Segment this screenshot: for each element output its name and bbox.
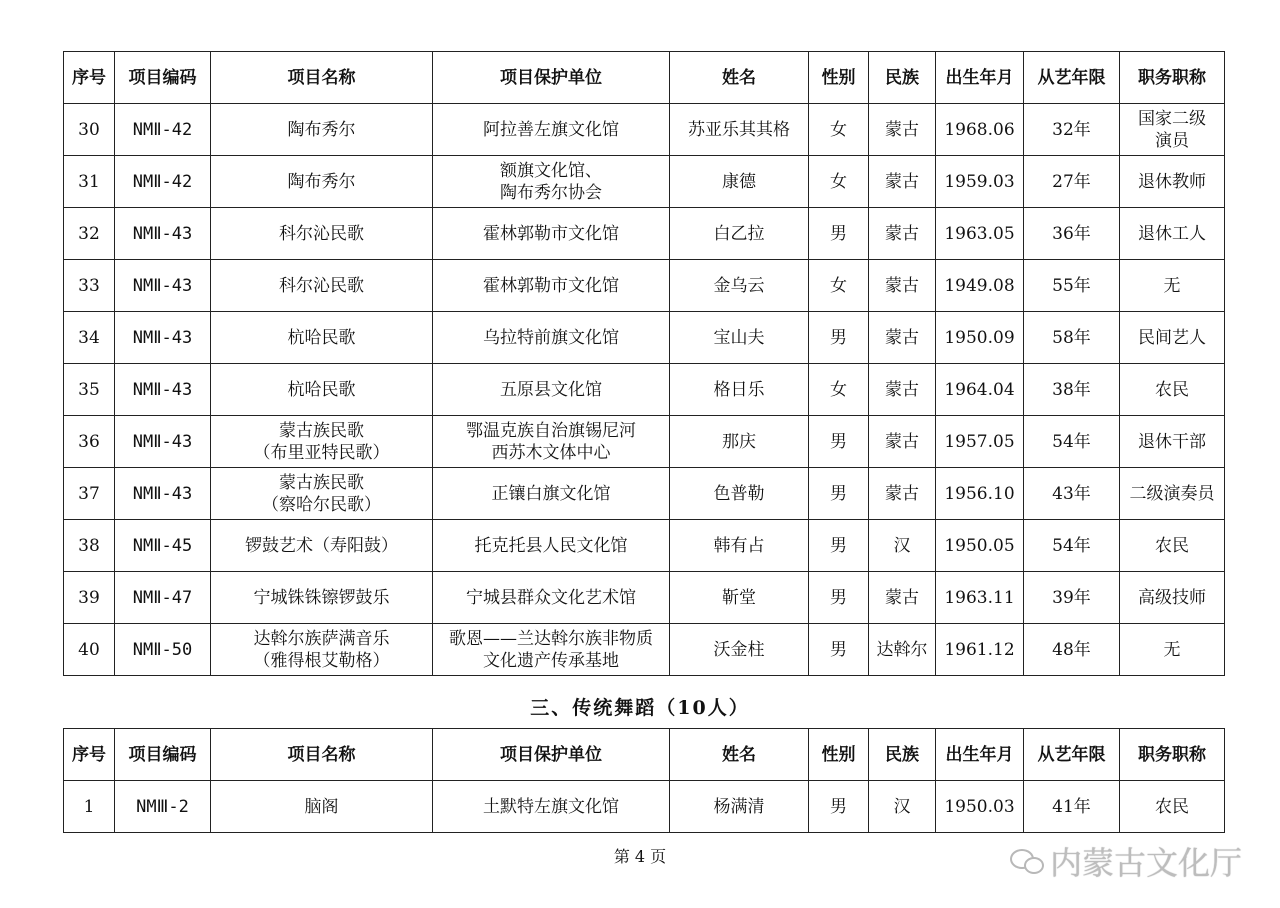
col-sex: 男 <box>809 468 869 520</box>
col-title <box>1120 208 1225 260</box>
col-title <box>1120 104 1225 156</box>
col-no: 39 <box>64 572 115 624</box>
col-years: 54年 <box>1024 416 1120 468</box>
col-name: 苏亚乐其其格 <box>670 104 809 156</box>
col-title <box>1120 364 1225 416</box>
col-project-line: 科尔沁民歌 <box>279 275 364 296</box>
col-years: 39年 <box>1024 572 1120 624</box>
col-title-line: 退休干部 <box>1138 431 1206 452</box>
col-unit <box>433 312 670 364</box>
col-title-line: 农民 <box>1155 535 1189 556</box>
col-birth: 1950.03 <box>936 781 1024 833</box>
col-name: 色普勒 <box>670 468 809 520</box>
col-no: 38 <box>64 520 115 572</box>
col-code: NMⅡ-43 <box>115 312 211 364</box>
col-birth: 1950.05 <box>936 520 1024 572</box>
inheritor-table-dance <box>63 728 1225 833</box>
col-title <box>1120 520 1225 572</box>
col-unit <box>433 781 670 833</box>
col-years: 32年 <box>1024 104 1120 156</box>
col-title-line: 演员 <box>1155 130 1189 151</box>
col-unit-line: 文化遗产传承基地 <box>483 650 619 671</box>
col-ethnicity: 汉 <box>869 520 936 572</box>
col-birth: 1950.09 <box>936 312 1024 364</box>
col-title-line: 农民 <box>1155 796 1189 817</box>
col-project <box>211 208 433 260</box>
col-name: 沃金柱 <box>670 624 809 676</box>
col-name: 康德 <box>670 156 809 208</box>
header-col-name: 姓名 <box>670 52 809 104</box>
col-birth: 1963.05 <box>936 208 1024 260</box>
col-project-line: （察哈尔民歌） <box>262 494 381 515</box>
col-no: 31 <box>64 156 115 208</box>
col-unit-line: 阿拉善左旗文化馆 <box>483 119 619 140</box>
col-code: NMⅡ-43 <box>115 260 211 312</box>
col-name: 金乌云 <box>670 260 809 312</box>
col-unit <box>433 520 670 572</box>
col-birth: 1964.04 <box>936 364 1024 416</box>
table-row <box>64 208 1225 260</box>
col-unit-line: 陶布秀尔协会 <box>500 182 602 203</box>
col-name: 格日乐 <box>670 364 809 416</box>
header-col-ethnicity: 民族 <box>869 729 936 781</box>
col-title <box>1120 624 1225 676</box>
col-ethnicity: 蒙古 <box>869 260 936 312</box>
col-title <box>1120 260 1225 312</box>
col-project <box>211 364 433 416</box>
inheritor-table-music <box>63 51 1225 676</box>
header-col-sex: 性别 <box>809 52 869 104</box>
col-code: NMⅡ-43 <box>115 208 211 260</box>
col-sex: 男 <box>809 624 869 676</box>
col-name: 靳堂 <box>670 572 809 624</box>
col-project-line: 蒙古族民歌 <box>279 420 364 441</box>
col-project <box>211 572 433 624</box>
col-sex: 男 <box>809 312 869 364</box>
section-title: 三、传统舞蹈（10人） <box>530 697 750 719</box>
col-no: 37 <box>64 468 115 520</box>
col-birth: 1949.08 <box>936 260 1024 312</box>
table-header-row <box>64 52 1225 104</box>
header-col-name: 姓名 <box>670 729 809 781</box>
header-col-no: 序号 <box>64 729 115 781</box>
col-project-line: 杭哈民歌 <box>287 379 356 400</box>
col-code: NMⅡ-45 <box>115 520 211 572</box>
col-unit <box>433 364 670 416</box>
col-ethnicity: 汉 <box>869 781 936 833</box>
col-sex: 男 <box>809 416 869 468</box>
col-no: 1 <box>64 781 115 833</box>
col-unit <box>433 624 670 676</box>
col-code: NMⅡ-43 <box>115 416 211 468</box>
col-years: 48年 <box>1024 624 1120 676</box>
header-col-code: 项目编码 <box>115 729 211 781</box>
col-ethnicity: 达斡尔 <box>869 624 936 676</box>
col-project-line: 陶布秀尔 <box>287 171 356 192</box>
col-unit-line: 土默特左旗文化馆 <box>483 796 619 817</box>
col-unit <box>433 416 670 468</box>
table-row <box>64 260 1225 312</box>
col-birth: 1968.06 <box>936 104 1024 156</box>
col-title-line: 无 <box>1163 275 1181 296</box>
col-code: NMⅡ-43 <box>115 468 211 520</box>
col-sex: 女 <box>809 104 869 156</box>
col-birth: 1957.05 <box>936 416 1024 468</box>
col-project <box>211 520 433 572</box>
col-unit <box>433 156 670 208</box>
col-unit <box>433 104 670 156</box>
col-ethnicity: 蒙古 <box>869 468 936 520</box>
col-unit-line: 霍林郭勒市文化馆 <box>483 223 619 244</box>
col-no: 33 <box>64 260 115 312</box>
header-col-unit: 项目保护单位 <box>433 52 670 104</box>
table-row <box>64 624 1225 676</box>
col-title <box>1120 312 1225 364</box>
col-project <box>211 781 433 833</box>
table-row <box>64 156 1225 208</box>
table-row <box>64 468 1225 520</box>
col-birth: 1963.11 <box>936 572 1024 624</box>
col-name: 白乙拉 <box>670 208 809 260</box>
col-code: NMⅡ-43 <box>115 364 211 416</box>
table-row <box>64 416 1225 468</box>
watermark <box>1010 838 1242 884</box>
col-project <box>211 468 433 520</box>
col-project <box>211 416 433 468</box>
col-unit-line: 西苏木文体中心 <box>491 442 611 463</box>
col-no: 35 <box>64 364 115 416</box>
col-name: 宝山夫 <box>670 312 809 364</box>
col-years: 27年 <box>1024 156 1120 208</box>
col-birth: 1959.03 <box>936 156 1024 208</box>
col-no: 36 <box>64 416 115 468</box>
col-no: 40 <box>64 624 115 676</box>
col-sex: 女 <box>809 156 869 208</box>
col-sex: 女 <box>809 364 869 416</box>
col-title-line: 退休工人 <box>1138 223 1206 244</box>
header-col-code: 项目编码 <box>115 52 211 104</box>
col-sex: 男 <box>809 781 869 833</box>
col-project <box>211 260 433 312</box>
table-header-row <box>64 729 1225 781</box>
table-row <box>64 520 1225 572</box>
col-sex: 男 <box>809 520 869 572</box>
header-col-title: 职务职称 <box>1120 729 1225 781</box>
col-unit-line: 歌恩——兰达斡尔族非物质 <box>449 628 653 649</box>
col-title-line: 农民 <box>1155 379 1189 400</box>
col-title <box>1120 572 1225 624</box>
col-unit <box>433 208 670 260</box>
col-code: NMⅡ-42 <box>115 156 211 208</box>
col-ethnicity: 蒙古 <box>869 572 936 624</box>
col-title <box>1120 156 1225 208</box>
header-col-project: 项目名称 <box>211 729 433 781</box>
col-project-line: 锣鼓艺术（寿阳鼓） <box>245 535 398 556</box>
header-col-unit: 项目保护单位 <box>433 729 670 781</box>
col-years: 55年 <box>1024 260 1120 312</box>
page-number: 第 4 页 <box>613 847 667 866</box>
col-name: 杨满清 <box>670 781 809 833</box>
col-ethnicity: 蒙古 <box>869 104 936 156</box>
col-project-line: 达斡尔族萨满音乐 <box>253 628 390 649</box>
col-ethnicity: 蒙古 <box>869 312 936 364</box>
col-years: 58年 <box>1024 312 1120 364</box>
col-title-line: 民间艺人 <box>1138 327 1206 348</box>
header-col-years: 从艺年限 <box>1024 52 1120 104</box>
header-col-sex: 性别 <box>809 729 869 781</box>
wechat-icon <box>1010 847 1044 875</box>
col-project <box>211 156 433 208</box>
col-project-line: 宁城铢铢镲锣鼓乐 <box>253 587 390 608</box>
header-col-years: 从艺年限 <box>1024 729 1120 781</box>
col-title <box>1120 781 1225 833</box>
col-birth: 1956.10 <box>936 468 1024 520</box>
col-unit-line: 托克托县人民文化馆 <box>474 535 628 556</box>
col-project-line: 科尔沁民歌 <box>279 223 364 244</box>
col-sex: 男 <box>809 208 869 260</box>
col-unit-line: 正镶白旗文化馆 <box>491 483 611 504</box>
col-years: 36年 <box>1024 208 1120 260</box>
header-col-project: 项目名称 <box>211 52 433 104</box>
table-row <box>64 572 1225 624</box>
header-col-ethnicity: 民族 <box>869 52 936 104</box>
col-title-line: 退休教师 <box>1138 171 1206 192</box>
col-unit-line: 鄂温克族自治旗锡尼河 <box>466 420 636 441</box>
col-ethnicity: 蒙古 <box>869 156 936 208</box>
header-col-birth: 出生年月 <box>936 52 1024 104</box>
col-birth: 1961.12 <box>936 624 1024 676</box>
col-project <box>211 624 433 676</box>
col-title <box>1120 468 1225 520</box>
col-title-line: 国家二级 <box>1138 108 1206 129</box>
col-code: NMⅢ-2 <box>115 781 211 833</box>
col-project-line: 脑阁 <box>304 796 339 817</box>
col-years: 54年 <box>1024 520 1120 572</box>
col-years: 38年 <box>1024 364 1120 416</box>
col-ethnicity: 蒙古 <box>869 416 936 468</box>
table-row <box>64 781 1225 833</box>
col-title-line: 二级演奏员 <box>1129 483 1215 504</box>
col-name: 韩有占 <box>670 520 809 572</box>
col-title-line: 高级技师 <box>1138 587 1206 608</box>
col-project-line: 蒙古族民歌 <box>279 472 364 493</box>
col-sex: 女 <box>809 260 869 312</box>
col-unit-line: 额旗文化馆、 <box>500 160 602 181</box>
col-project <box>211 104 433 156</box>
col-ethnicity: 蒙古 <box>869 208 936 260</box>
table-row <box>64 312 1225 364</box>
col-unit-line: 五原县文化馆 <box>500 379 602 400</box>
col-no: 34 <box>64 312 115 364</box>
col-project <box>211 312 433 364</box>
col-project-line: （雅得根艾勒格） <box>253 650 390 671</box>
col-code: NMⅡ-47 <box>115 572 211 624</box>
col-unit <box>433 260 670 312</box>
header-col-birth: 出生年月 <box>936 729 1024 781</box>
col-years: 41年 <box>1024 781 1120 833</box>
col-unit <box>433 572 670 624</box>
col-unit-line: 乌拉特前旗文化馆 <box>483 327 619 348</box>
table-row <box>64 364 1225 416</box>
col-project-line: （布里亚特民歌） <box>253 442 390 463</box>
col-no: 30 <box>64 104 115 156</box>
col-sex: 男 <box>809 572 869 624</box>
watermark-text: 内蒙古文化厅 <box>1050 844 1243 882</box>
col-unit-line: 霍林郭勒市文化馆 <box>483 275 619 296</box>
col-title-line: 无 <box>1163 639 1181 660</box>
col-project-line: 杭哈民歌 <box>287 327 356 348</box>
col-title <box>1120 416 1225 468</box>
col-years: 43年 <box>1024 468 1120 520</box>
col-ethnicity: 蒙古 <box>869 364 936 416</box>
col-code: NMⅡ-50 <box>115 624 211 676</box>
col-no: 32 <box>64 208 115 260</box>
col-project-line: 陶布秀尔 <box>287 119 356 140</box>
header-col-title: 职务职称 <box>1120 52 1225 104</box>
table-row <box>64 104 1225 156</box>
col-unit <box>433 468 670 520</box>
col-unit-line: 宁城县群众文化艺术馆 <box>466 587 636 608</box>
col-code: NMⅡ-42 <box>115 104 211 156</box>
header-col-no: 序号 <box>64 52 115 104</box>
col-name: 那庆 <box>670 416 809 468</box>
